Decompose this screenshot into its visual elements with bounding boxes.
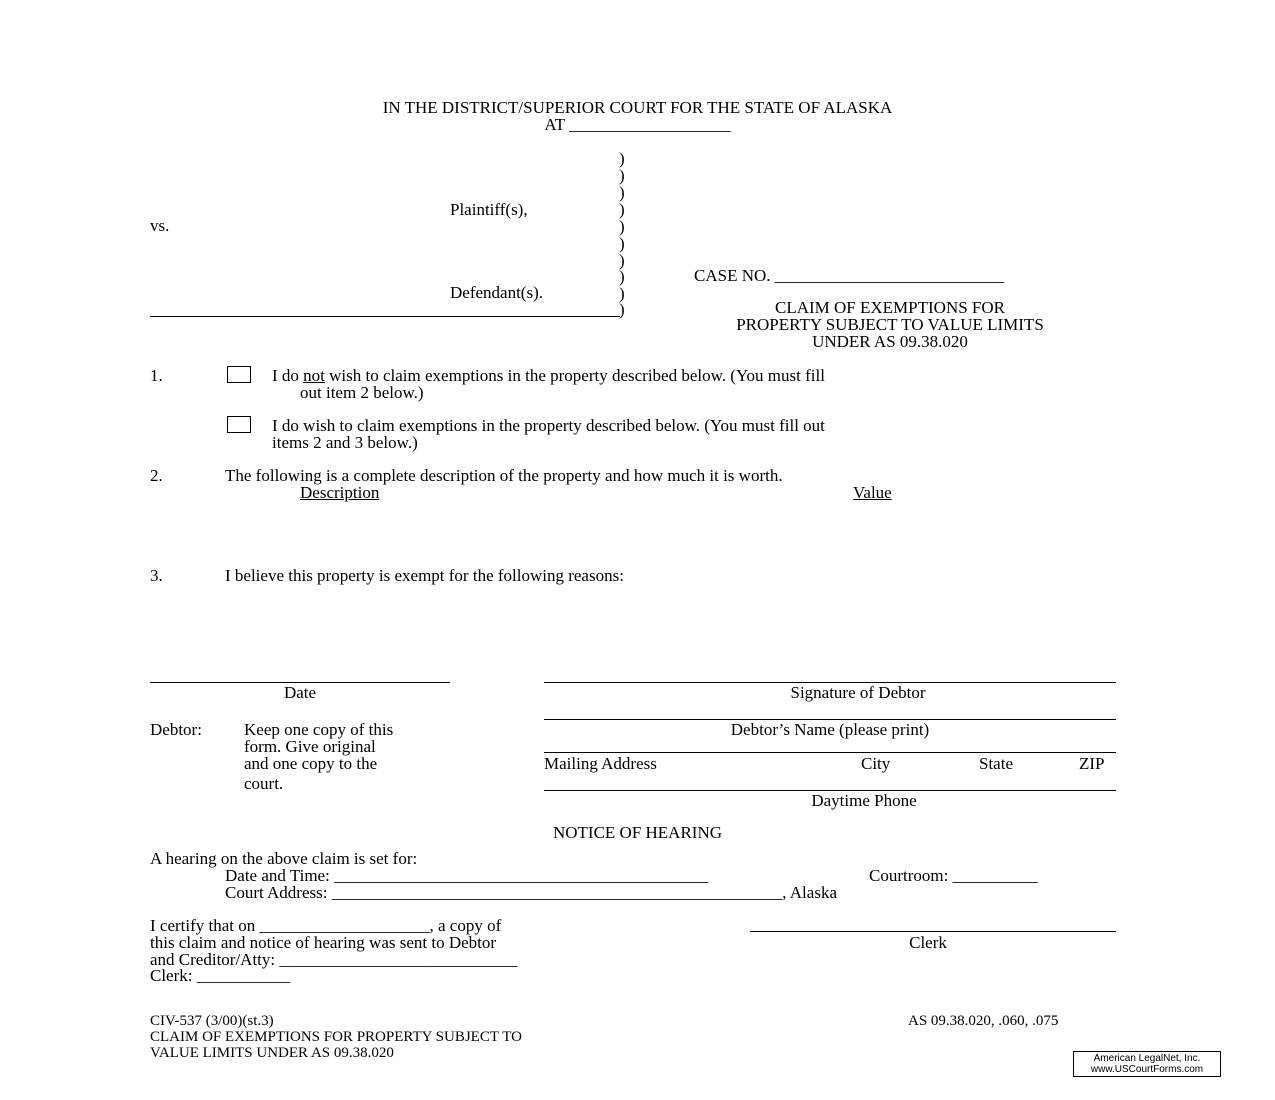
- caption-paren: ): [619, 149, 625, 168]
- caption-paren: ): [619, 166, 625, 185]
- footer-title-line-2: VALUE LIMITS UNDER AS 09.38.020: [150, 1045, 394, 1061]
- caption-paren: ): [619, 284, 625, 303]
- form-title-line-1: CLAIM OF EXEMPTIONS FOR: [775, 298, 1005, 317]
- zip-label: ZIP: [1079, 754, 1105, 773]
- description-column-header: Description: [300, 483, 380, 502]
- legalnet-stamp: [1073, 1051, 1221, 1077]
- caption-paren: ): [619, 300, 625, 319]
- statute-reference: AS 09.38.020, .060, .075: [908, 1013, 1059, 1029]
- caption-paren: ): [619, 217, 625, 236]
- do-not-claim-pre: I do: [272, 366, 304, 385]
- item-1-number: 1.: [150, 366, 163, 385]
- notice-of-hearing-title: NOTICE OF HEARING: [552, 823, 723, 842]
- value-column-header: Value: [853, 483, 892, 502]
- debtor-note-line-1: Keep one copy of this: [244, 720, 394, 739]
- certify-line-1: I certify that on ____________________, a copy of: [150, 916, 502, 935]
- item-3-number: 3.: [150, 566, 163, 585]
- hearing-courtroom-field[interactable]: Courtroom: __________: [869, 866, 1038, 885]
- certify-clerk-initials: Clerk: ___________: [150, 966, 291, 985]
- do-not-claim-text-line-2: out item 2 below.): [300, 383, 424, 402]
- item-2-number: 2.: [150, 466, 163, 485]
- legalnet-stamp-line-1: American LegalNet, Inc.: [1093, 1053, 1201, 1064]
- mailing-address-label: Mailing Address: [544, 754, 657, 773]
- debtor-note-line-2: form. Give original: [244, 737, 376, 756]
- do-claim-text: I do wish to claim exemptions in the property described below. (You must fill out: [272, 416, 825, 435]
- debtor-note-label: Debtor:: [150, 720, 202, 739]
- hearing-date-time-field[interactable]: Date and Time: ____________________________________________: [225, 866, 709, 885]
- caption-underline: [150, 316, 620, 317]
- certify-line-2: this claim and notice of hearing was sent to Debtor: [150, 933, 497, 952]
- do-claim-checkbox[interactable]: [227, 416, 251, 433]
- do-not-claim-checkbox[interactable]: [227, 366, 251, 383]
- hearing-court-address-field[interactable]: Court Address: _____________________________________________________, Alaska: [225, 883, 837, 902]
- item-3-text: I believe this property is exempt for the following reasons:: [225, 566, 624, 585]
- hearing-intro: A hearing on the above claim is set for:: [150, 849, 418, 868]
- defendant-label: Defendant(s).: [450, 283, 543, 302]
- legalnet-stamp-line-2: www.USCourtForms.com: [1090, 1064, 1204, 1075]
- clerk-label: Clerk: [909, 933, 947, 952]
- form-number: CIV-537 (3/00)(st.3): [150, 1013, 274, 1029]
- item-2-text: The following is a complete description of the property and how much it is worth.: [225, 466, 783, 485]
- debtor-name-label: Debtor’s Name (please print): [730, 720, 930, 739]
- date-label: Date: [283, 683, 317, 702]
- case-number-field[interactable]: CASE NO. ___________________________: [694, 266, 1005, 285]
- plaintiff-label: Plaintiff(s),: [450, 200, 528, 219]
- state-label: State: [979, 754, 1013, 773]
- do-claim-text-line-2: items 2 and 3 below.): [272, 433, 418, 452]
- caption-paren: ): [619, 234, 625, 253]
- clerk-signature-line[interactable]: [750, 931, 1116, 932]
- form-title-line-2: PROPERTY SUBJECT TO VALUE LIMITS: [736, 315, 1044, 334]
- daytime-phone-label: Daytime Phone: [811, 791, 917, 810]
- caption-paren: ): [619, 267, 625, 286]
- caption-paren: ): [619, 200, 625, 219]
- mailing-address-line[interactable]: [544, 752, 1116, 753]
- signature-label: Signature of Debtor: [790, 683, 926, 702]
- footer-title-line-1: CLAIM OF EXEMPTIONS FOR PROPERTY SUBJECT TO: [150, 1029, 522, 1045]
- caption-paren: ): [619, 183, 625, 202]
- caption-paren: ): [619, 251, 625, 270]
- court-location-line: AT ___________________: [544, 115, 731, 134]
- vs-label: vs.: [150, 216, 170, 235]
- not-emphasis: not: [303, 366, 325, 385]
- court-heading: IN THE DISTRICT/SUPERIOR COURT FOR THE STATE OF ALASKA: [382, 98, 893, 117]
- form-title-line-3: UNDER AS 09.38.020: [812, 332, 968, 351]
- city-label: City: [861, 754, 891, 773]
- debtor-note-line-3: and one copy to the: [244, 754, 378, 773]
- certify-line-3: and Creditor/Atty: ____________________________: [150, 950, 518, 969]
- do-not-claim-text: [272, 367, 825, 384]
- debtor-note-line-4: court.: [244, 774, 284, 793]
- do-not-claim-post: wish to claim exemptions in the property described below. (You must fill: [324, 366, 825, 385]
